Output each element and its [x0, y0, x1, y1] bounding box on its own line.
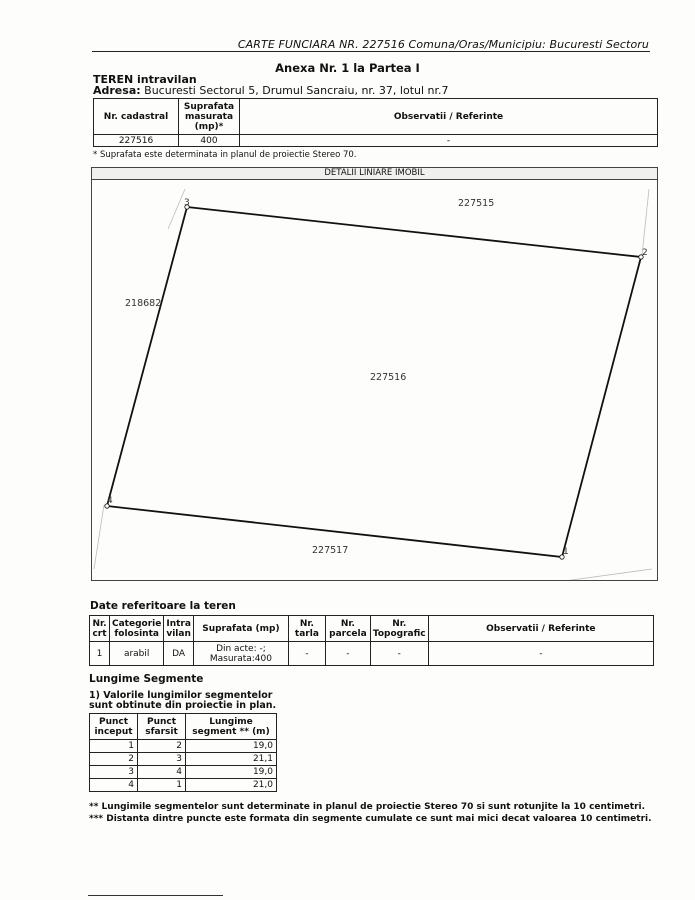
- point-label-1: 1: [563, 547, 569, 557]
- surface-note: * Suprafata este determinata in planul de proiectie Stereo 70.: [93, 150, 357, 160]
- col-categorie: Categorie folosinta: [110, 616, 164, 642]
- col-punct-sfarsit: Punct sfarsit: [138, 714, 186, 740]
- plan-title: DETALII LINIARE IMOBIL: [92, 168, 657, 180]
- col-observatii-referinte: Observatii / Referinte: [428, 616, 653, 642]
- segments-subtitle-line-1: 1) Valorile lungimilor segmentelor: [89, 690, 273, 701]
- neighbor-boundary-line: [557, 569, 652, 580]
- header-divider: [92, 51, 650, 52]
- neighbor-bottom: 227517: [312, 545, 349, 556]
- cell-tarla: -: [288, 642, 325, 666]
- neighbor-top: 227515: [458, 198, 495, 209]
- seg-start: 2: [90, 753, 138, 766]
- seg-length: 21,0: [186, 779, 277, 792]
- cell-categorie: arabil: [110, 642, 164, 666]
- teren-table: [89, 615, 654, 666]
- cell-observatii: -: [240, 135, 658, 147]
- parcel-number: 227516: [370, 372, 407, 383]
- parcel-drawing: [92, 179, 657, 580]
- bottom-divider: [88, 895, 223, 896]
- col-topografic: Nr. Topografic: [370, 616, 428, 642]
- cadastral-table: [93, 98, 658, 147]
- cell-parcela: -: [325, 642, 370, 666]
- seg-length: 19,0: [186, 740, 277, 753]
- neighbor-boundary-line: [94, 505, 104, 569]
- teren-type: TEREN intravilan: [93, 73, 197, 86]
- neighbor-boundary-line: [642, 189, 649, 255]
- seg-length: 21,1: [186, 753, 277, 766]
- table-row: [90, 740, 277, 753]
- cell-nr-cadastral: 227516: [94, 135, 179, 147]
- col-nr-cadastral: Nr. cadastral: [94, 99, 179, 135]
- col-parcela: Nr. parcela: [325, 616, 370, 642]
- col-punct-inceput: Punct inceput: [90, 714, 138, 740]
- footnote-2: ** Lungimile segmentelor sunt determinate in planul de proiectie Stereo 70 si sunt rotunjite la 10 centimetri.: [89, 802, 646, 812]
- cell-suprafata: 400: [179, 135, 240, 147]
- suprafata-acte: Din acte: -;: [216, 643, 266, 654]
- section-title-teren: Date referitoare la teren: [90, 600, 236, 612]
- segments-subtitle-line-2: sunt obtinute din proiectie in plan.: [89, 700, 277, 711]
- segments-title: Lungime Segmente: [89, 673, 204, 685]
- seg-end: 1: [138, 779, 186, 792]
- col-suprafata: Suprafata masurata (mp)*: [179, 99, 240, 135]
- point-label-4: 4: [107, 496, 113, 506]
- header-text: CARTE FUNCIARA NR. 227516 Comuna/Oras/Municipiu: Bucuresti Sectoru: [237, 38, 649, 51]
- footnote-3: *** Distanta dintre puncte este formata din segmente cumulate ce sunt mai mici decat valoarea 10 centimetri.: [89, 814, 652, 824]
- address-line: [93, 84, 449, 97]
- col-lungime: Lungime segment ** (m): [186, 714, 277, 740]
- point-label-2: 2: [642, 248, 648, 258]
- seg-end: 4: [138, 766, 186, 779]
- cell-topografic: -: [370, 642, 428, 666]
- seg-end: 2: [138, 740, 186, 753]
- point-label-3: 3: [184, 198, 190, 208]
- table-row: [90, 766, 277, 779]
- cell-suprafata-values: [193, 642, 288, 666]
- col-observatii: Observatii / Referinte: [240, 99, 658, 135]
- table-row: [90, 779, 277, 792]
- table-row: [90, 753, 277, 766]
- cell-intravilan: DA: [164, 642, 194, 666]
- page-title: Anexa Nr. 1 la Partea I: [275, 61, 420, 75]
- cell-observatii-2: -: [428, 642, 653, 666]
- col-suprafata-mp: Suprafata (mp): [193, 616, 288, 642]
- seg-start: 4: [90, 779, 138, 792]
- neighbor-left: 218682: [125, 298, 162, 309]
- seg-start: 1: [90, 740, 138, 753]
- plan-frame: [91, 167, 658, 581]
- suprafata-masurata: Masurata:400: [209, 653, 272, 664]
- col-nr-crt: Nr. crt: [90, 616, 110, 642]
- address-label: Adresa:: [93, 84, 141, 97]
- address-value: Bucuresti Sectorul 5, Drumul Sancraiu, nr. 37, lotul nr.7: [144, 84, 449, 97]
- seg-length: 19,0: [186, 766, 277, 779]
- seg-start: 3: [90, 766, 138, 779]
- cell-nr: 1: [90, 642, 110, 666]
- seg-end: 3: [138, 753, 186, 766]
- segments-table: [89, 713, 277, 792]
- segments-subtitle: [89, 691, 276, 711]
- col-tarla: Nr. tarla: [288, 616, 325, 642]
- col-intravilan: Intra vilan: [164, 616, 194, 642]
